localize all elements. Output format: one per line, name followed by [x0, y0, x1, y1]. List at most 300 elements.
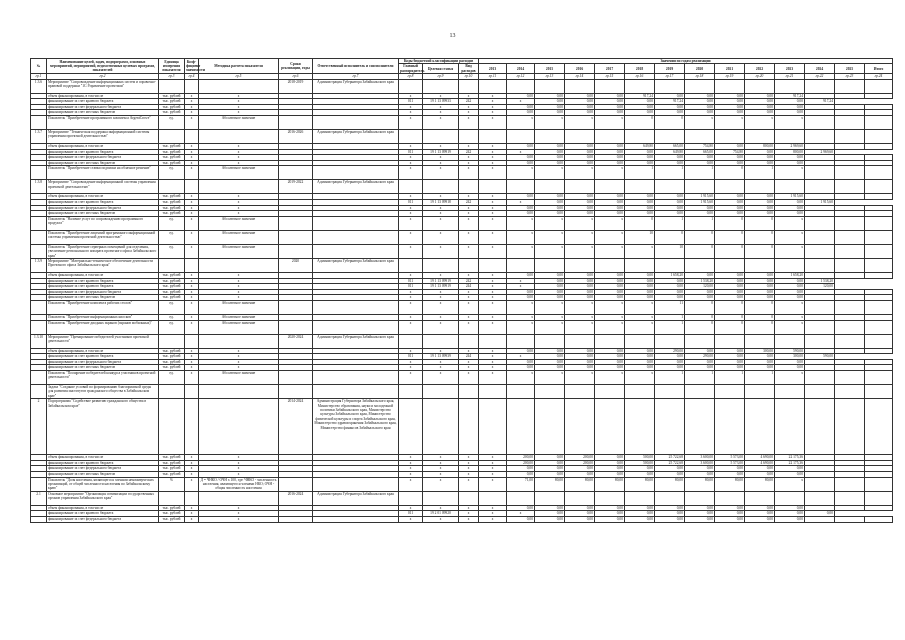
row-value: х: [565, 216, 595, 230]
table-row: [31, 244, 893, 258]
row-value: х: [479, 348, 507, 354]
row-empty: [865, 384, 893, 398]
row-responsible: Администрация Губернатора Забайкальского края, Министерство образования, науки и молодежной политики Забайкальского края, Министерство культуры Забайкальского края, Министерство физической культуры и спорта Забайкальского края, Министерство здравоохранения Забайкальского края, Министерство финансов Забайкальского края: [313, 399, 399, 455]
row-empty: [655, 258, 685, 272]
row-method: х: [199, 348, 279, 354]
row-value: х: [479, 471, 507, 477]
column-index-cell: гр.22: [805, 74, 835, 79]
row-empty: [865, 144, 893, 150]
row-value: 0,00: [745, 160, 775, 166]
row-coef: [185, 79, 199, 93]
row-value: 120,00: [685, 284, 715, 290]
row-value: 0,00: [595, 104, 625, 110]
row-value: 0,00: [625, 194, 655, 200]
row-value: х: [399, 314, 423, 320]
row-method: х: [199, 199, 279, 205]
row-value: 0,00: [625, 199, 655, 205]
row-empty: [835, 194, 865, 200]
row-value: 0,00: [507, 194, 535, 200]
column-index-cell: гр.18: [685, 74, 715, 79]
row-value: 0,00: [565, 511, 595, 517]
row-value: х: [479, 300, 507, 314]
row-coef: х: [185, 211, 199, 217]
row-empty: [399, 399, 423, 455]
row-value: 0,00: [595, 110, 625, 116]
row-value: х: [595, 166, 625, 180]
row-value: х: [479, 194, 507, 200]
row-number: [31, 244, 47, 258]
row-value: х: [399, 160, 423, 166]
row-kbk-main: 011: [399, 149, 423, 155]
row-value: 0,00: [745, 278, 775, 284]
row-value: 0,00: [775, 466, 805, 472]
row-coef: х: [185, 160, 199, 166]
row-value: 0,00: [507, 348, 535, 354]
row-kbk-article: 19 1 13 09918: [423, 199, 459, 205]
row-value: х: [423, 320, 459, 334]
row-value: х: [459, 359, 479, 365]
row-value: 1 915,60: [775, 194, 805, 200]
row-title: объем финансирования, в том числе: [47, 505, 159, 511]
row-value: х: [507, 244, 535, 258]
row-value: 0,00: [625, 471, 655, 477]
row-value: 0,00: [775, 110, 805, 116]
row-value: 0,00: [715, 199, 745, 205]
row-value: х: [423, 216, 459, 230]
row-number: 1.3.10: [31, 334, 47, 348]
row-value: 0,00: [595, 348, 625, 354]
col-resp: Ответственный исполнитель и соисполнители: [313, 59, 399, 74]
row-unit: ед.: [159, 116, 185, 130]
row-value: х: [479, 211, 507, 217]
row-empty: [805, 516, 835, 522]
row-value: х: [423, 160, 459, 166]
row-value: 0,00: [565, 149, 595, 155]
row-value: 0,00: [655, 284, 685, 290]
row-method: Абсолютное значение: [199, 244, 279, 258]
row-empty: [423, 384, 459, 398]
row-value: 0,00: [715, 144, 745, 150]
row-terms: [279, 477, 313, 491]
row-terms: 2019-2022: [279, 180, 313, 194]
row-unit: ед.: [159, 300, 185, 314]
program-table-wrap: [30, 58, 882, 633]
row-empty: [835, 320, 865, 334]
row-value: 0: [685, 300, 715, 314]
row-unit: [159, 491, 185, 505]
row-value: 71,00: [507, 477, 535, 491]
page-number: 13: [449, 33, 456, 39]
row-empty: [835, 505, 865, 511]
row-value: 0,00: [625, 505, 655, 511]
row-value: 0,00: [715, 211, 745, 217]
table-row: [31, 180, 893, 194]
row-value: х: [479, 160, 507, 166]
row-title: финансирование за счет местных бюджетов: [47, 471, 159, 477]
column-index-cell: гр.17: [655, 74, 685, 79]
row-value: х: [423, 314, 459, 320]
row-empty: [835, 491, 865, 505]
row-value: 0,00: [625, 104, 655, 110]
row-coef: [185, 180, 199, 194]
row-empty: [745, 258, 775, 272]
row-empty: [459, 79, 479, 93]
row-method: [199, 79, 279, 93]
row-kbk-main: 011: [399, 354, 423, 360]
row-empty: [399, 491, 423, 505]
row-value: 0,00: [507, 144, 535, 150]
row-empty: [685, 130, 715, 144]
row-unit: тыс. рублей: [159, 466, 185, 472]
row-method: х: [199, 354, 279, 360]
row-title: финансирование за счет краевого бюджета: [47, 511, 159, 517]
row-value: 0: [715, 320, 745, 334]
row-value: х: [775, 477, 805, 491]
row-title: финансирование за счет краевого бюджета: [47, 149, 159, 155]
row-empty: [625, 491, 655, 505]
row-empty: [775, 384, 805, 398]
row-title: финансирование за счет местных бюджетов: [47, 110, 159, 116]
row-value: х: [775, 300, 805, 314]
row-coef: х: [185, 110, 199, 116]
row-value: 0,00: [745, 211, 775, 217]
row-empty: [805, 216, 835, 230]
row-coef: х: [185, 295, 199, 301]
row-method: х: [199, 278, 279, 284]
row-empty: [685, 384, 715, 398]
row-unit: [159, 130, 185, 144]
row-value: х: [745, 116, 775, 130]
row-empty: [423, 399, 459, 455]
row-method: Абсолютное значение: [199, 314, 279, 320]
row-value: 0: [715, 300, 745, 314]
row-value: х: [507, 511, 535, 517]
row-value: 0,00: [535, 284, 565, 290]
table-head: [31, 59, 893, 74]
row-kbk-type: 242: [459, 199, 479, 205]
column-index-cell: гр.1: [31, 74, 47, 79]
row-value: 1: [715, 370, 745, 384]
row-empty: [835, 348, 865, 354]
row-kbk-article: 19 1 13 09919: [423, 278, 459, 284]
row-value: 0,00: [565, 289, 595, 295]
row-value: 0,00: [595, 354, 625, 360]
row-value: 0,00: [685, 359, 715, 365]
row-value: х: [399, 244, 423, 258]
row-value: х: [479, 149, 507, 155]
row-coef: х: [185, 455, 199, 461]
row-value: 0,00: [595, 455, 625, 461]
row-value: 0: [745, 230, 775, 244]
row-method: х: [199, 359, 279, 365]
column-index-cell: гр.13: [535, 74, 565, 79]
row-value: 0: [655, 230, 685, 244]
column-index-cell: гр.5: [199, 74, 279, 79]
row-empty: [865, 505, 893, 511]
col-kbk: Коды бюджетной классификации расходов: [399, 59, 479, 64]
row-terms: [279, 300, 313, 314]
row-value: 0,00: [775, 471, 805, 477]
row-value: х: [775, 314, 805, 320]
row-coef: х: [185, 284, 199, 290]
row-value: 0,00: [507, 516, 535, 522]
row-value: х: [423, 244, 459, 258]
row-title: Задача "Создание условий по формированию благоприятной среды для развития институтов гражданского общества в Забайкальском крае": [47, 384, 159, 398]
row-value: х: [479, 511, 507, 517]
row-empty: [865, 116, 893, 130]
row-method: х: [199, 471, 279, 477]
row-value: х: [459, 505, 479, 511]
table-row: [31, 399, 893, 455]
row-empty: [775, 334, 805, 348]
year-header: 2017: [595, 64, 625, 74]
row-value: х: [459, 116, 479, 130]
row-value: 0,00: [625, 272, 655, 278]
row-value: 0,00: [595, 365, 625, 371]
row-title: финансирование за счет местных бюджетов: [47, 211, 159, 217]
row-value: х: [459, 155, 479, 161]
row-value: х: [459, 365, 479, 371]
row-value: х: [685, 116, 715, 130]
row-empty: [459, 334, 479, 348]
row-coef: х: [185, 354, 199, 360]
row-method: х: [199, 505, 279, 511]
row-value: х: [535, 370, 565, 384]
row-value: 0,00: [625, 516, 655, 522]
row-value: 0,00: [745, 272, 775, 278]
row-value: 0,00: [507, 505, 535, 511]
year-header: 2015: [535, 64, 565, 74]
row-empty: [745, 384, 775, 398]
row-value: х: [507, 300, 535, 314]
row-value: 5 573,00: [715, 455, 745, 461]
row-unit: тыс. рублей: [159, 155, 185, 161]
row-unit: [159, 180, 185, 194]
row-empty: [715, 79, 745, 93]
row-empty: [835, 130, 865, 144]
row-value: х: [535, 244, 565, 258]
row-empty: [565, 384, 595, 398]
row-value: х: [423, 110, 459, 116]
row-value: 0,00: [625, 348, 655, 354]
row-empty: [423, 79, 459, 93]
row-value: 0,00: [565, 278, 595, 284]
row-unit: тыс. рублей: [159, 110, 185, 116]
row-empty: [865, 334, 893, 348]
row-value: 0,00: [507, 104, 535, 110]
year-header: 2021: [715, 64, 745, 74]
row-empty: [655, 130, 685, 144]
row-title: финансирование за счет федерального бюджета: [47, 516, 159, 522]
row-empty: [507, 180, 535, 194]
row-title: финансирование за счет федерального бюджета: [47, 466, 159, 472]
row-value: 120,00: [805, 284, 835, 290]
row-value: 0,00: [595, 278, 625, 284]
row-value: 0,00: [685, 466, 715, 472]
row-title: финансирование за счет краевого бюджета: [47, 460, 159, 466]
row-value: х: [459, 466, 479, 472]
row-unit: ед.: [159, 216, 185, 230]
row-title: финансирование за счет краевого бюджета: [47, 199, 159, 205]
row-title: Показатель "Приобретение диодных экранов (экранов мобильных)": [47, 320, 159, 334]
row-empty: [865, 477, 893, 491]
row-terms: 2020-2024: [279, 334, 313, 348]
row-value: х: [399, 230, 423, 244]
row-value: х: [399, 477, 423, 491]
row-method: х: [199, 511, 279, 517]
row-empty: [479, 491, 507, 505]
row-title: объем финансирования, в том числе: [47, 93, 159, 99]
row-value: х: [459, 370, 479, 384]
column-index-cell: гр.6: [279, 74, 313, 79]
row-method: х: [199, 155, 279, 161]
row-value: х: [775, 370, 805, 384]
row-value: х: [399, 211, 423, 217]
row-value: 0,00: [775, 365, 805, 371]
row-value: х: [507, 314, 535, 320]
row-value: х: [479, 289, 507, 295]
year-header: 2016: [565, 64, 595, 74]
row-value: 0,00: [535, 104, 565, 110]
row-unit: тыс. рублей: [159, 199, 185, 205]
row-empty: [655, 491, 685, 505]
row-responsible: Администрация Губернатора Забайкальского края: [313, 491, 399, 505]
row-coef: х: [185, 93, 199, 99]
program-table: [30, 58, 893, 523]
row-empty: [685, 79, 715, 93]
row-value: 0,00: [625, 205, 655, 211]
row-title: объем финансирования, в том числе: [47, 194, 159, 200]
row-value: 0,00: [595, 93, 625, 99]
row-value: х: [507, 99, 535, 105]
col-terms: Сроки реализации, годы: [279, 59, 313, 74]
row-value: 0: [625, 116, 655, 130]
row-kbk-article: 19 1 13 09939: [423, 354, 459, 360]
row-value: х: [459, 272, 479, 278]
row-empty: [535, 399, 565, 455]
row-value: 0,00: [565, 194, 595, 200]
row-value: 0,00: [775, 278, 805, 284]
column-index-cell: гр.4: [185, 74, 199, 79]
row-value: 0,00: [715, 505, 745, 511]
row-empty: [399, 384, 423, 398]
row-value: 0,00: [745, 149, 775, 155]
row-value: 0,00: [535, 211, 565, 217]
row-value: 500,00: [625, 460, 655, 466]
row-unit: [159, 334, 185, 348]
row-number: 1.3.6: [31, 79, 47, 93]
row-value: 0,00: [715, 471, 745, 477]
row-value: 0,00: [535, 289, 565, 295]
row-coef: х: [185, 370, 199, 384]
row-value: 0,00: [775, 160, 805, 166]
row-value: х: [507, 320, 535, 334]
row-responsible: Администрация Губернатора Забайкальского края: [313, 130, 399, 144]
row-value: х: [565, 320, 595, 334]
row-value: х: [399, 516, 423, 522]
row-value: х: [399, 216, 423, 230]
column-index-cell: гр.12: [507, 74, 535, 79]
row-value: 1: [685, 166, 715, 180]
row-value: х: [459, 205, 479, 211]
row-value: 300,00: [775, 354, 805, 360]
row-value: 10: [655, 244, 685, 258]
row-value: 0,00: [715, 359, 745, 365]
row-responsible: [313, 370, 399, 384]
row-value: х: [423, 166, 459, 180]
row-value: 0,00: [745, 155, 775, 161]
row-value: 0: [715, 314, 745, 320]
row-value: х: [423, 477, 459, 491]
row-method: Д = ЧНКО / ОЧН x 100, где: ЧНКО - численность населения, являющегося членами НКО; ОЧН - общая численность населения: [199, 477, 279, 491]
row-method: х: [199, 104, 279, 110]
row-value: 200,00: [507, 460, 535, 466]
row-kbk-article: 19 1 13 09919: [423, 149, 459, 155]
row-empty: [835, 272, 865, 278]
row-empty: [459, 258, 479, 272]
row-method: Абсолютное значение: [199, 320, 279, 334]
row-value: 0,00: [715, 155, 745, 161]
row-value: 0,00: [565, 155, 595, 161]
row-method: [199, 334, 279, 348]
year-header: 2023: [775, 64, 805, 74]
row-value: 0,00: [595, 460, 625, 466]
row-value: 1: [745, 370, 775, 384]
row-value: 0,00: [715, 93, 745, 99]
row-method: х: [199, 99, 279, 105]
row-title: финансирование за счет федерального бюджета: [47, 104, 159, 110]
row-empty: [565, 180, 595, 194]
row-value: х: [399, 110, 423, 116]
row-value: х: [399, 320, 423, 334]
row-value: х: [479, 314, 507, 320]
row-responsible: [313, 166, 399, 180]
row-empty: [865, 491, 893, 505]
row-empty: [479, 130, 507, 144]
row-value: 0,00: [565, 359, 595, 365]
row-value: х: [535, 116, 565, 130]
row-value: х: [459, 320, 479, 334]
row-method: х: [199, 211, 279, 217]
row-value: 0,00: [775, 295, 805, 301]
row-value: 0,00: [745, 511, 775, 517]
row-value: х: [565, 244, 595, 258]
row-value: х: [459, 477, 479, 491]
row-value: 0,00: [565, 110, 595, 116]
row-method: х: [199, 455, 279, 461]
row-empty: [805, 258, 835, 272]
row-value: 0,00: [775, 99, 805, 105]
row-kbk-main: 011: [399, 511, 423, 517]
row-method: х: [199, 93, 279, 99]
row-method: Абсолютное значение: [199, 166, 279, 180]
row-value: 0,00: [685, 511, 715, 517]
row-value: х: [479, 466, 507, 472]
row-unit: ед.: [159, 244, 185, 258]
row-value: х: [459, 166, 479, 180]
row-empty: [459, 384, 479, 398]
row-value: х: [459, 471, 479, 477]
table-row: [31, 258, 893, 272]
row-value: х: [459, 295, 479, 301]
row-empty: [835, 399, 865, 455]
row-title: финансирование за счет краевого бюджета: [47, 284, 159, 290]
row-empty: [835, 370, 865, 384]
row-unit: тыс. рублей: [159, 278, 185, 284]
row-value: х: [423, 211, 459, 217]
row-value: х: [459, 314, 479, 320]
row-value: х: [507, 199, 535, 205]
